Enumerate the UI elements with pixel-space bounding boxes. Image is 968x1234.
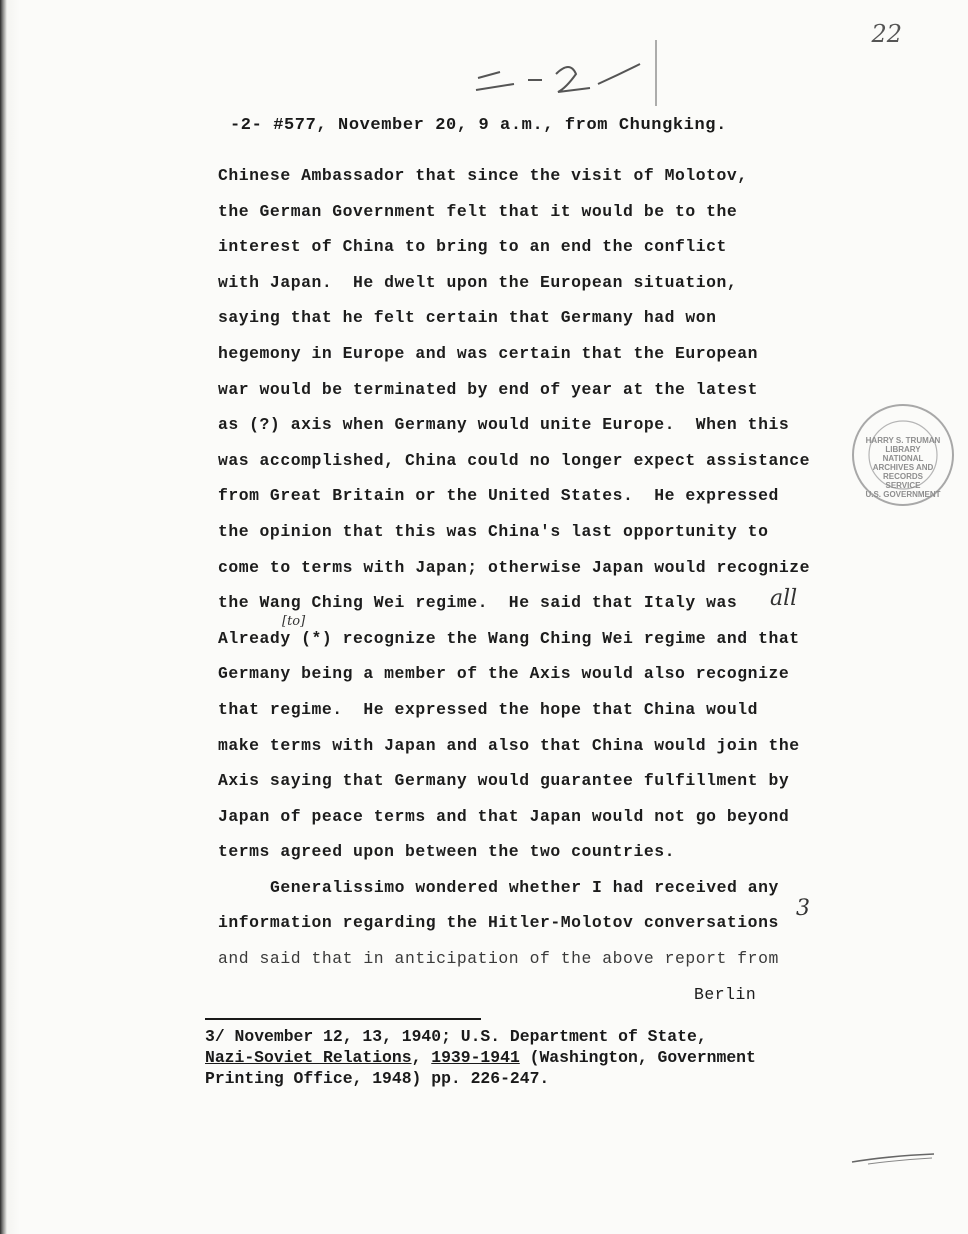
text-line: from Great Britain or the United States. He expressed — [218, 486, 779, 506]
footnote-line — [205, 1026, 865, 1047]
footnote-line: Printing Office, 1948) pp. 226-247. — [205, 1069, 550, 1088]
text-line: the opinion that this was China's last opportunity to — [218, 521, 769, 541]
stamp-line: HARRY S. TRUMAN LIBRARY — [865, 436, 941, 454]
text-line: Generalissimo wondered whether I had received any — [270, 877, 779, 897]
footnote-years: 1939-1941 — [431, 1048, 520, 1067]
text-line: Japan of peace terms and that Japan would not go beyond — [218, 806, 790, 826]
stamp-line: SERVICE — [885, 481, 921, 490]
stamp-line: U.S. GOVERNMENT — [865, 490, 941, 499]
pencil-mark — [848, 1148, 938, 1168]
text-line: saying that he felt certain that Germany had won — [218, 308, 717, 328]
text-line: and said that in anticipation of the above report from — [218, 949, 779, 969]
stamp-line: RECORDS — [882, 472, 923, 481]
footnote-text: (Washington, Government — [519, 1048, 756, 1067]
text-line: Already (*) recognize the Wang Ching Wei regime and that — [218, 628, 800, 648]
text-line: as (?) axis when Germany would unite Europe. When this — [218, 415, 790, 435]
stamp-text — [862, 436, 944, 499]
footnote-comma: , — [411, 1048, 432, 1067]
handwritten-annotation-to: [to] — [282, 614, 306, 629]
body-text — [218, 158, 838, 1012]
text-line: the Wang Ching Wei regime. He said that Italy was — [218, 593, 738, 613]
text-line: make terms with Japan and also that China would join the — [218, 735, 800, 755]
text-line: terms agreed upon between the two countries. — [218, 842, 675, 862]
footnote-divider — [205, 1018, 481, 1020]
continuation-word: Berlin — [694, 984, 757, 1004]
text-line: Chinese Ambassador that since the visit of Molotov, — [218, 166, 748, 185]
text-line: interest of China to bring to an end the conflict — [218, 237, 727, 257]
text-line: that regime. He expressed the hope that China would — [218, 699, 759, 719]
stamp-line: NATIONAL — [882, 454, 924, 463]
document-header: -2- #577, November 20, 9 a.m., from Chungking. — [230, 116, 727, 135]
text-line: come to terms with Japan; otherwise Japan would recognize — [218, 557, 811, 577]
handwritten-scrawl — [470, 38, 660, 108]
text-line: war would be terminated by end of year at the latest — [218, 379, 759, 399]
footnote-line — [205, 1047, 865, 1068]
footnote-text: November 12, 13, 1940; U.S. Department of State, — [224, 1027, 707, 1046]
page-number: 22 — [871, 20, 902, 48]
text-line: with Japan. He dwelt upon the European situation, — [218, 272, 738, 292]
text-line: was accomplished, China could no longer expect assistance — [218, 450, 811, 470]
stamp-line: ARCHIVES AND — [872, 463, 934, 472]
text-line: the German Government felt that it would be to the — [218, 201, 738, 221]
footnote — [205, 1026, 865, 1089]
text-line: Germany being a member of the Axis would also recognize — [218, 664, 790, 684]
handwritten-footnote-mark: 3 — [796, 896, 810, 921]
footnote-marker: 3/ — [205, 1027, 225, 1046]
handwritten-annotation-all: all — [770, 586, 798, 611]
text-line: hegemony in Europe and was certain that the European — [218, 343, 759, 363]
text-line: Axis saying that Germany would guarantee fulfillment by — [218, 771, 790, 791]
text-line: information regarding the Hitler-Molotov conversations — [218, 913, 779, 933]
footnote-title: Nazi-Soviet Relations — [205, 1048, 412, 1067]
